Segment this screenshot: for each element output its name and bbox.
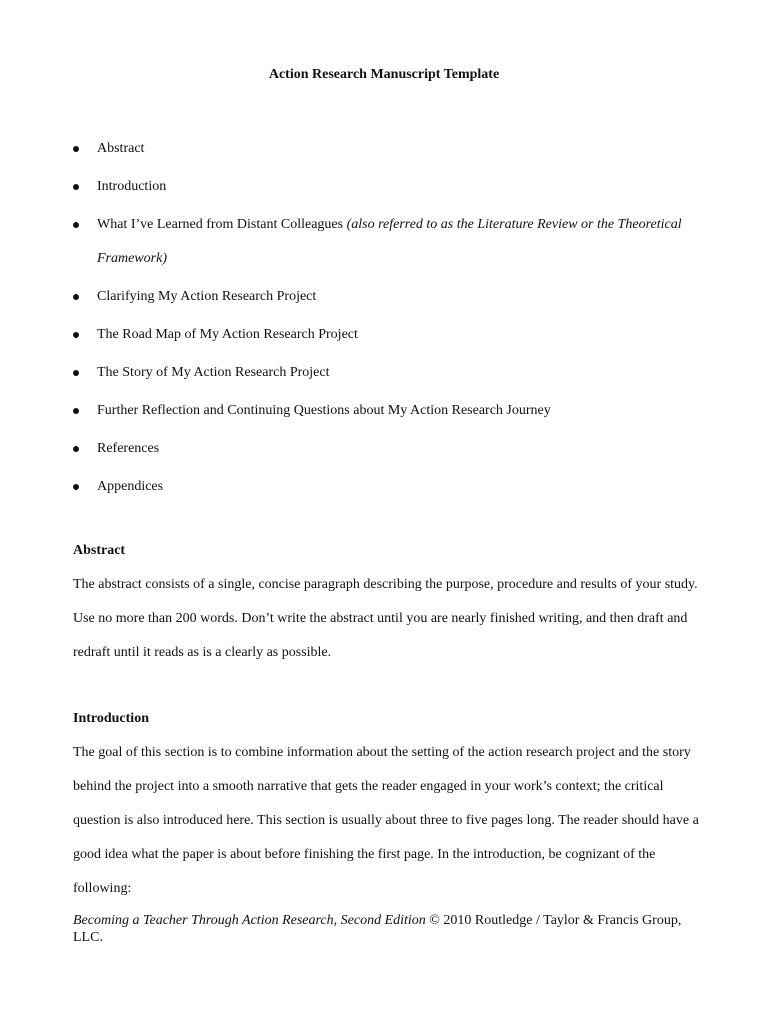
- outline-item: [73, 208, 713, 276]
- outline-item: [73, 318, 713, 352]
- outline-item-text: Clarifying My Action Research Project: [97, 289, 317, 304]
- outline-item-note: (also referred to as the Literature Review or the Theoretical Framework): [97, 217, 682, 266]
- outline-item: [73, 132, 713, 166]
- page-footer: [73, 912, 693, 946]
- outline-item-text: What I’ve Learned from Distant Colleagues: [97, 217, 347, 232]
- outline-item: [73, 470, 713, 504]
- outline-item-text: The Road Map of My Action Research Project: [97, 327, 358, 342]
- outline-item-text: The Story of My Action Research Project: [97, 365, 330, 380]
- outline-item: [73, 432, 713, 466]
- outline-item-text: References: [97, 441, 160, 456]
- outline-item: [73, 280, 713, 314]
- outline-item-text: Introduction: [97, 179, 167, 194]
- abstract-heading: Abstract: [73, 543, 126, 558]
- outline-item: [73, 356, 713, 390]
- footer-book-title: Becoming a Teacher Through Action Research, Second Edition: [73, 913, 426, 928]
- outline-item: [73, 394, 713, 428]
- abstract-paragraph: The abstract consists of a single, concise paragraph describing the purpose, procedure and results of your study. Use no more than 200 words. Don’t write the abstract until you are nearly finished writing, and then draft and redraft until it reads as is a clearly as possible.: [73, 577, 698, 660]
- introduction-paragraph: The goal of this section is to combine information about the setting of the action research project and the story behind the project into a smooth narrative that gets the reader engaged in your work’s context; the critical question is also introduced here. This section is usually about three to five pages long. The reader should have a good idea what the paper is about before finishing the first page. In the introduction, be cognizant of the following:: [73, 745, 699, 896]
- outline-item-text: Abstract: [97, 141, 145, 156]
- document-title: Action Research Manuscript Template: [268, 67, 500, 82]
- outline-list: [73, 132, 713, 508]
- outline-item-text: Appendices: [97, 479, 164, 494]
- outline-item-text: Further Reflection and Continuing Questions about My Action Research Journey: [97, 403, 551, 418]
- outline-item: [73, 170, 713, 204]
- footer-copyright: © 2010 Routledge / Taylor & Francis Group, LLC.: [73, 913, 682, 945]
- introduction-heading: Introduction: [73, 711, 149, 726]
